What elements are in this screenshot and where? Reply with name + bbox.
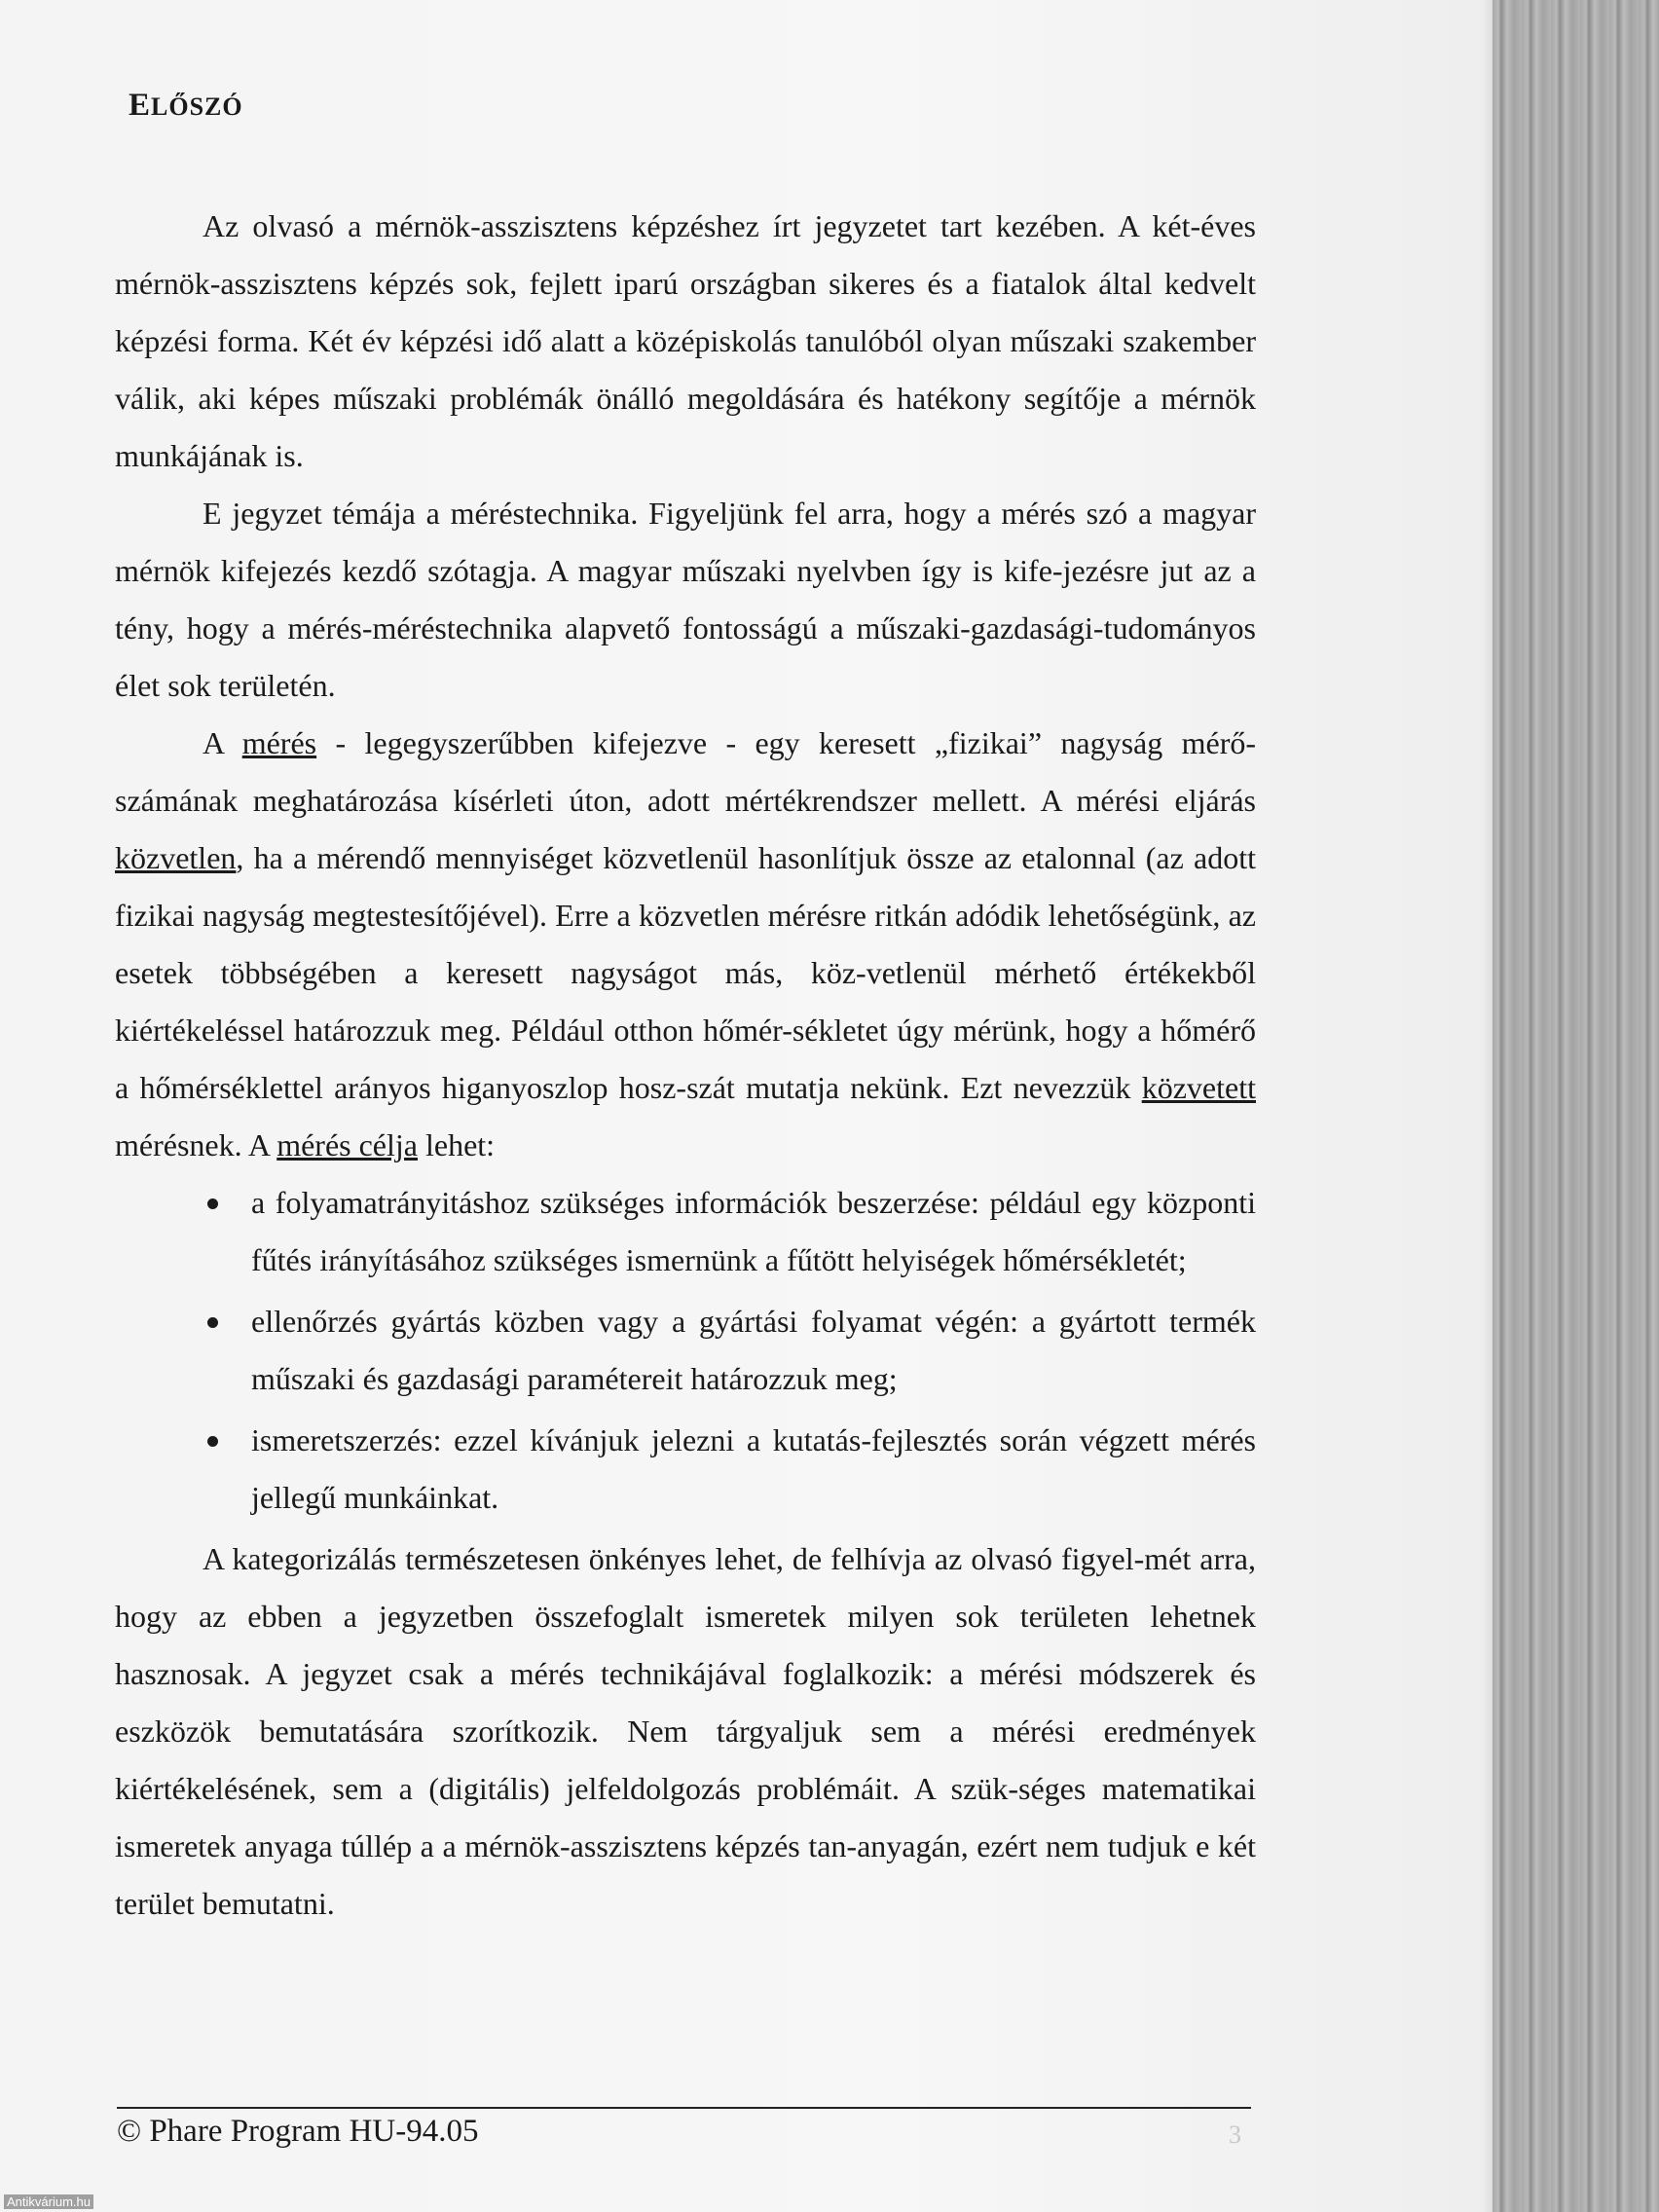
background-surface xyxy=(1493,0,1659,2212)
paragraph-1: Az olvasó a mérnök-asszisztens képzéshez írt jegyzetet tart kezében. A két-éves mérnök-asszisztens képzés sok, fejlett iparú országban sikeres és a fiatalok által kedvelt képzési forma. Két év képzési idő alatt a középiskolás tanulóból olyan műszaki szakember válik, aki képes műszaki problémák önálló megoldására és hatékony segítője a mérnök munkájának is. xyxy=(115,208,1256,473)
list-item: a folyamatrányitáshoz szükséges információk beszerzése: például egy központi fűtés irányításához szükséges ismernünk a fűtött helyiségek hőmérsékletét; xyxy=(207,1174,1256,1289)
footer-divider xyxy=(117,2107,1251,2109)
body-text xyxy=(115,198,1256,1933)
list-item: ellenőrzés gyártás közben vagy a gyártási folyamat végén: a gyártott termék műszaki és gazdasági paramétereit határozzuk meg; xyxy=(207,1293,1256,1408)
footer-copyright: © Phare Program HU-94.05 xyxy=(117,2114,479,2149)
watermark: Antikvárium.hu xyxy=(4,2194,93,2209)
list-item: ismeretszerzés: ezzel kívánjuk jelezni a kutatás-fejlesztés során végzett mérés jellegű munkáinkat. xyxy=(207,1412,1256,1527)
paragraph-4: A kategorizálás természetesen önkényes lehet, de felhívja az olvasó figyel-mét arra, hogy az ebben a jegyzetben összefoglalt ismeretek milyen sok területen lehetnek hasznosak. A jegyzet csak a mérés technikájával foglalkozik: a mérési módszerek és eszközök bemutatására szorítkozik. Nem tárgyaljuk sem a mérési eredmények kiértékelésének, sem a (digitális) jelfeldolgozás problémáit. A szük-séges matematikai ismeretek anyaga túllép a a mérnök-asszisztens képzés tan-anyagán, ezért nem tudjuk e két terület bemutatni. xyxy=(115,1541,1256,1921)
page-heading: ELŐSZÓ xyxy=(129,88,243,123)
bullet-icon xyxy=(207,1436,218,1447)
bullet-icon xyxy=(207,1198,218,1209)
paragraph-2: E jegyzet témája a méréstechnika. Figyeljünk fel arra, hogy a mérés szó a magyar mérnök kifejezés kezdő szótagja. A magyar műszaki nyelvben így is kife-jezésre jut az a tény, hogy a mérés-méréstechnika alapvető fontosságú a műszaki-gazdasági-tudományos élet sok területén. xyxy=(115,496,1256,703)
paragraph-3: A mérés - legegyszerűbben kifejezve - egy keresett „fizikai” nagyság mérő-számának meghatározása kísérleti úton, adott mértékrendszer mellett. A mérési eljárás közvetlen, ha a mérendő mennyiséget közvetlenül hasonlítjuk össze az etalonnal (az adott fizikai nagyság megtestesítőjével). Erre a közvetlen mérésre ritkán adódik lehetőségünk, az esetek többségében a keresett nagyságot más, köz-vetlenül mérhető értékekből kiértékeléssel határozzuk meg. Például otthon hőmér-sékletet úgy mérünk, hogy a hőmérő a hőmérséklettel arányos higanyoszlop hosz-szát mutatja nekünk. Ezt nevezzük közvetett mérésnek. A mérés célja lehet: xyxy=(115,725,1257,1162)
term-meres-celja: mérés célja xyxy=(276,1127,418,1162)
term-kozvetlen: közvetlen xyxy=(115,840,237,875)
term-kozvetett: közvetett xyxy=(1141,1070,1256,1105)
term-meres: mérés xyxy=(241,725,317,760)
bullet-icon xyxy=(207,1317,218,1328)
bullet-list xyxy=(115,1174,1256,1527)
page-number: 3 xyxy=(1229,2120,1241,2149)
